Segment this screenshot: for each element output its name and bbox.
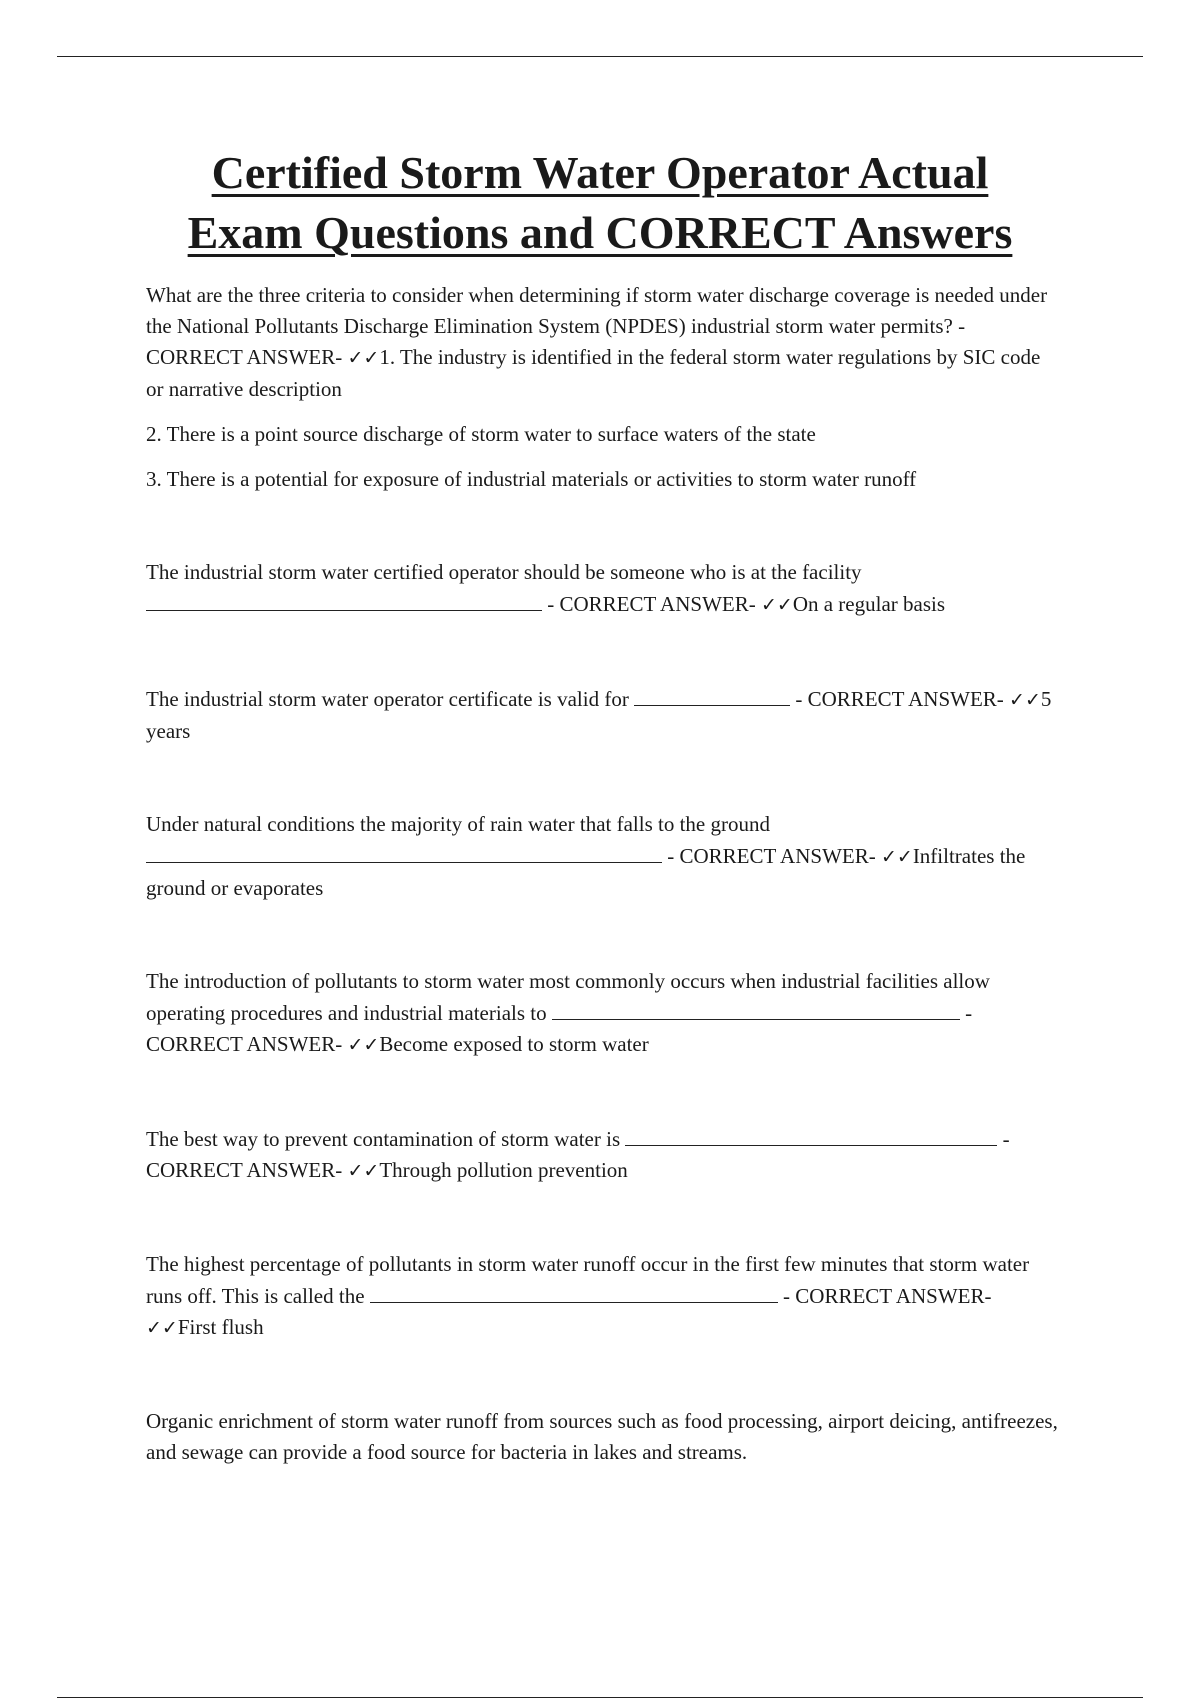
qa-item-3 bbox=[146, 683, 1061, 747]
answer-marker: - CORRECT ANSWER- bbox=[547, 592, 756, 616]
check-icon: ✓✓ bbox=[760, 594, 793, 616]
question-text: The highest percentage of pollutants in storm water runoff occur in the first few minutes that storm water runs off. This is called the bbox=[146, 1252, 1030, 1308]
question-text: The introduction of pollutants to storm water most commonly occurs when industrial facilities allow operating procedures and industrial materials to bbox=[146, 969, 990, 1025]
qa-item-1-extra-1: 2. There is a point source discharge of storm water to surface waters of the state bbox=[146, 422, 816, 446]
title-line-1: Certified Storm Water Operator Actual bbox=[211, 147, 989, 198]
answer-marker: - CORRECT ANSWER- bbox=[146, 1127, 1010, 1182]
answer-marker: - CORRECT ANSWER- bbox=[667, 844, 876, 868]
answer-text: 5 years bbox=[146, 687, 1052, 743]
qa-item-8 bbox=[146, 1406, 1061, 1468]
question-text: The industrial storm water operator certificate is valid for bbox=[146, 687, 629, 711]
answer-blank bbox=[552, 997, 960, 1020]
check-icon: ✓✓ bbox=[1009, 689, 1041, 711]
check-icon: ✓✓ bbox=[146, 1317, 178, 1339]
answer-text: On a regular basis bbox=[792, 592, 946, 616]
qa-item-5 bbox=[146, 966, 1061, 1061]
question-text: What are the three criteria to consider when determining if storm water discharge coverage is needed under the National Pollutants Discharge Elimination System (NPDES) industrial storm water permits? bbox=[146, 283, 1048, 338]
qa-item-4 bbox=[146, 809, 1061, 904]
answer-blank bbox=[625, 1123, 997, 1146]
qa-item-7 bbox=[146, 1249, 1061, 1344]
qa-item-6 bbox=[146, 1123, 1061, 1187]
answer-blank bbox=[634, 683, 790, 706]
top-rule bbox=[57, 56, 1143, 57]
question-text: Organic enrichment of storm water runoff from sources such as food processing, airport deicing, antifreezes, and sewage can provide a food source for bacteria in lakes and streams. bbox=[146, 1409, 1058, 1464]
check-icon: ✓✓ bbox=[347, 1160, 380, 1182]
qa-content bbox=[146, 280, 1061, 1482]
document-title bbox=[0, 143, 1200, 263]
bottom-rule bbox=[57, 1697, 1143, 1698]
qa-item-1 bbox=[146, 280, 1061, 405]
answer-marker: - CORRECT ANSWER- bbox=[146, 314, 966, 369]
answer-text: 1. The industry is identified in the federal storm water regulations by SIC code or narrative description bbox=[146, 345, 1041, 401]
answer-blank bbox=[370, 1280, 778, 1303]
question-text: The industrial storm water certified operator should be someone who is at the facility bbox=[146, 560, 862, 584]
answer-blank bbox=[146, 840, 662, 863]
answer-text: Infiltrates the ground or evaporates bbox=[146, 844, 1026, 900]
answer-blank bbox=[146, 588, 542, 611]
qa-item-1-extra-2: 3. There is a potential for exposure of industrial materials or activities to storm water runoff bbox=[146, 467, 917, 491]
answer-text: Through pollution prevention bbox=[379, 1158, 628, 1182]
qa-item-2 bbox=[146, 557, 1061, 621]
answer-marker: - CORRECT ANSWER- bbox=[795, 687, 1004, 711]
question-text: Under natural conditions the majority of rain water that falls to the ground bbox=[146, 812, 770, 836]
question-text: The best way to prevent contamination of storm water is bbox=[146, 1127, 621, 1151]
answer-text: First flush bbox=[177, 1315, 264, 1339]
answer-text: Become exposed to storm water bbox=[379, 1032, 649, 1056]
answer-marker: - CORRECT ANSWER- bbox=[146, 1001, 973, 1056]
check-icon: ✓✓ bbox=[880, 846, 913, 868]
check-icon: ✓✓ bbox=[347, 1034, 380, 1056]
title-line-2: Exam Questions and CORRECT Answers bbox=[187, 207, 1013, 258]
check-icon: ✓✓ bbox=[347, 347, 380, 369]
answer-marker: - CORRECT ANSWER- bbox=[783, 1284, 992, 1308]
